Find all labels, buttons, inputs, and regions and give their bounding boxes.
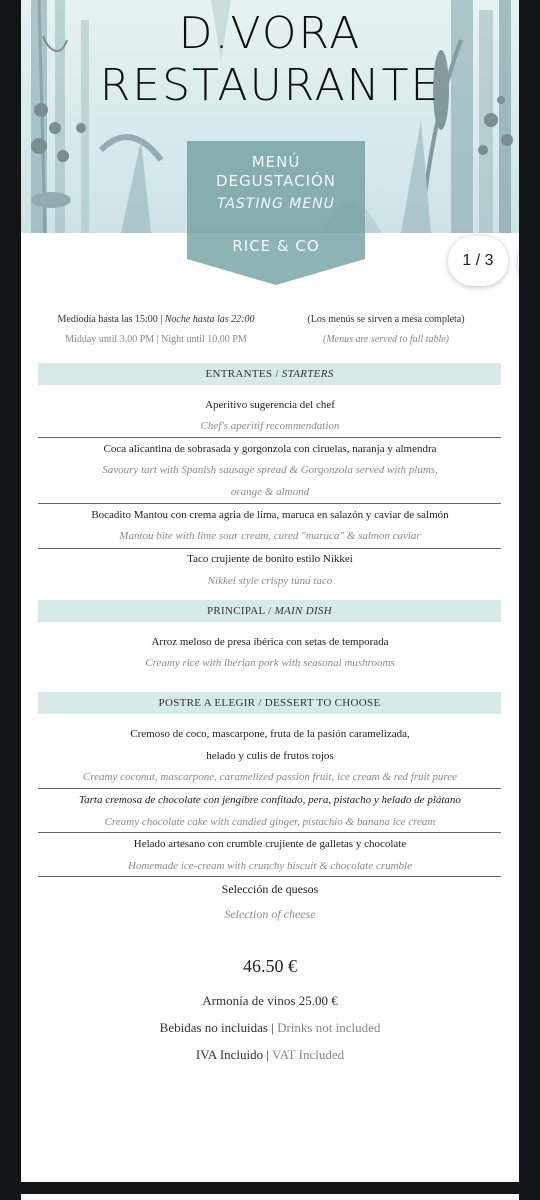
starter-4-en: Nikkei style crispy tuna taco <box>207 575 333 587</box>
tag-line-degustacion: DEGUSTACIÓN <box>215 172 337 190</box>
starters-head-es: ENTRANTES / <box>205 368 282 380</box>
next-page-edge <box>21 1194 519 1200</box>
dessert-1-en: Creamy coconut, mascarpone, caramelized passion fruit, ice cream & red fruit puree <box>82 771 458 783</box>
table-note-english: (Menus are served to full table) <box>323 334 449 345</box>
hours-spanish <box>51 314 261 325</box>
table-note-spanish: (Los menús se sirven a mesa completa) <box>307 314 465 325</box>
starter-1-es: Aperitivo sugerencia del chef <box>205 399 335 411</box>
starter-3-en: Mantou bite with lime sour cream, cured "maruca" & salmon caviar <box>119 530 421 542</box>
drinks-es: Bebidas no incluidas | <box>159 1020 278 1035</box>
hero-banner <box>21 0 519 233</box>
section-starters-header <box>38 363 501 385</box>
starter-3-es: Bocadito Mantou con crema agria de lima, maruca en salazón y caviar de salmón <box>91 509 449 521</box>
hours-english: Midday until 3.00 PM | Night until 10.00 PM <box>65 334 247 345</box>
section-main-header <box>38 600 501 622</box>
hours-midday: Mediodía hasta las 15:00 | <box>57 314 165 325</box>
tag-line-tasting: TASTING MENU <box>217 196 335 212</box>
vat-note <box>21 1047 519 1063</box>
ribbon-label: RICE & CO <box>232 237 320 255</box>
menu-grid-button[interactable] <box>518 228 519 296</box>
divider <box>38 788 501 789</box>
dessert-1-es-cont: helado y culis de frutos rojos <box>206 750 334 762</box>
starter-2-en-cont: orange & almond <box>230 486 310 498</box>
divider <box>38 548 501 549</box>
vat-en: VAT Included <box>272 1047 345 1062</box>
starter-2-es: Coca alicantina de sobrasada y gorgonzola con ciruelas, naranja y almendra <box>103 443 437 455</box>
dessert-3-en: Homemade ice-cream with crunchy biscuit & chocolate crumble <box>128 860 412 872</box>
divider <box>38 876 501 877</box>
hours-night: Noche hasta las 22:00 <box>164 314 255 325</box>
main-head-en: MAIN DISH <box>274 605 332 617</box>
dessert-4-es: Selección de quesos <box>221 882 319 896</box>
starter-1-en: Chef's aperitif recommendation <box>200 420 340 432</box>
main-1-es: Arroz meloso de presa ibérica con setas de temporada <box>151 636 389 648</box>
main-head-es: PRINCIPAL / <box>207 605 275 617</box>
tag-line-menu: MENÚ <box>251 153 301 171</box>
menu-type-tag <box>187 141 365 233</box>
brand-title-line1: D.VORA <box>178 8 362 59</box>
page-counter[interactable]: 1 / 3 <box>448 236 508 286</box>
menu-price: 46.50 € <box>243 956 297 976</box>
starters-head-en: STARTERS <box>281 368 334 380</box>
menu-page <box>21 0 519 1182</box>
drinks-en: Drinks not included <box>277 1020 381 1035</box>
dessert-1-es: Cremoso de coco, mascarpone, fruta de la pasión caramelizada, <box>130 728 410 740</box>
vat-es: IVA Incluido | <box>195 1047 273 1062</box>
dessert-3-es: Helado artesano con crumble crujiente de galletas y chocolate <box>133 838 407 850</box>
dessert-4-en: Selection of cheese <box>224 907 316 921</box>
brand-title-line2: RESTAURANTE <box>99 60 441 111</box>
divider <box>38 503 501 504</box>
starter-4-es: Taco crujiente de bonito estilo Nikkei <box>187 553 353 565</box>
dessert-2-en: Creamy chocolate cake with candied ginger, pistachio & banana ice cream <box>104 816 436 828</box>
section-dessert-header: POSTRE A ELEGIR / DESSERT TO CHOOSE <box>38 692 501 714</box>
drinks-note <box>21 1020 519 1036</box>
main-1-en: Creamy rice with iberian pork with seasonal mushrooms <box>145 657 395 669</box>
wine-pairing: Armonía de vinos 25.00 € <box>202 993 338 1008</box>
divider <box>38 832 501 833</box>
starter-2-en: Savoury tart with Spanish sausage spread & Gorgonzola served with plums, <box>102 464 438 476</box>
divider <box>38 437 501 438</box>
dessert-2-es: Tarta cremosa de chocolate con jengibre confitado, pera, pistacho y helado de plátano <box>79 794 461 806</box>
